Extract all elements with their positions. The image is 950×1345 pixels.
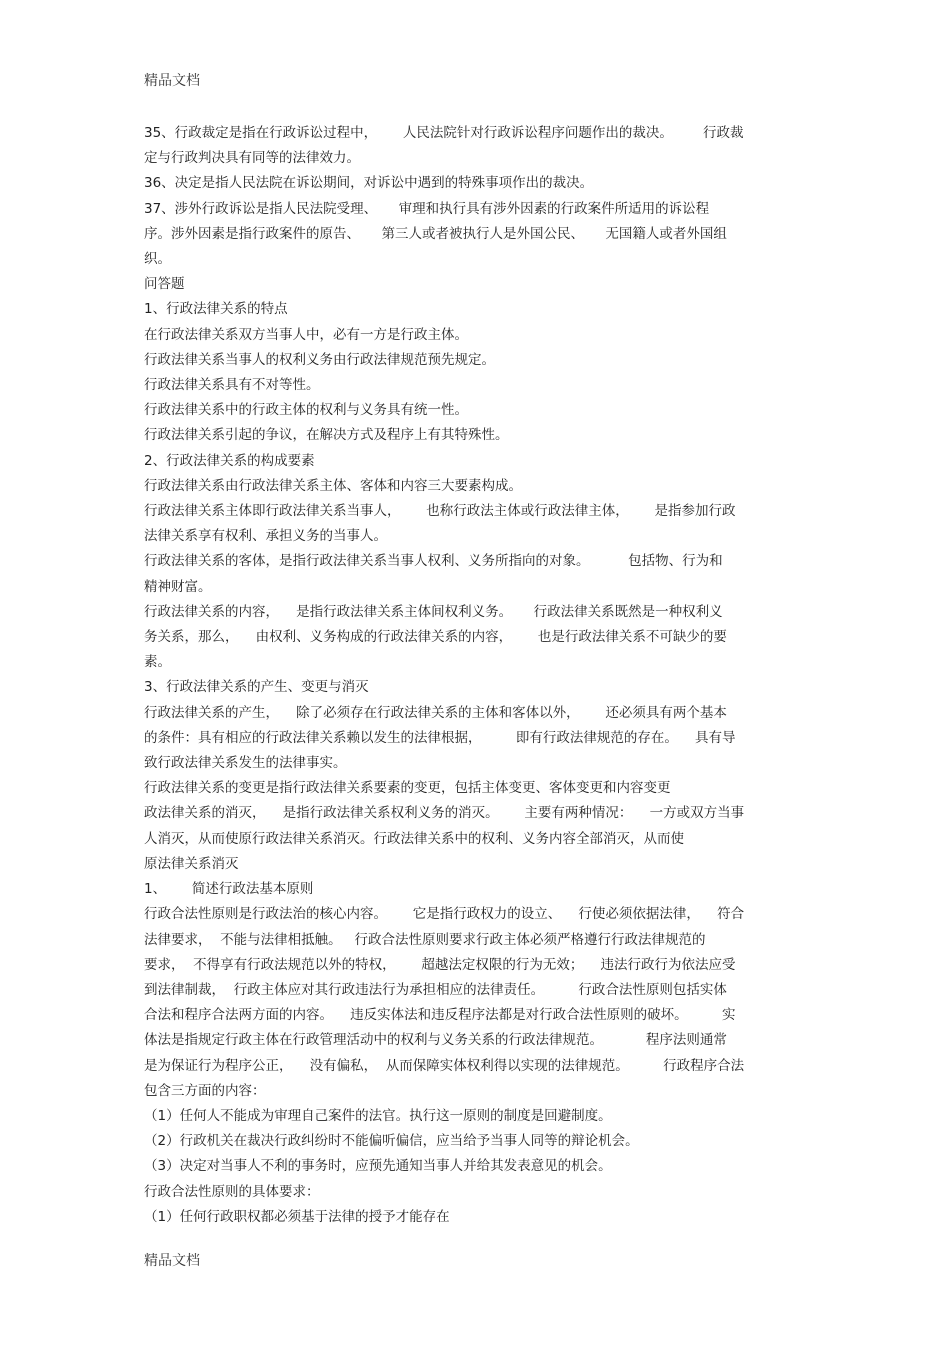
text-line: 体法是指规定行政主体在行政管理活动中的权利与义务关系的行政法律规范。 程序法则通常 (144, 1032, 727, 1049)
text-line: 35、行政裁定是指在行政诉讼过程中， 人民法院针对行政诉讼程序问题作出的裁决。 行政裁 (144, 125, 744, 141)
text-line: 行政法律关系的客体，是指行政法律关系当事人权利、义务所指向的对象。 包括物、行为和 (144, 553, 723, 570)
text-line: 序。涉外因素是指行政案件的原告、 第三人或者被执行人是外国公民、 无国籍人或者外国组 (144, 225, 727, 242)
question-heading: 2、行政法律关系的构成要素 (144, 452, 315, 469)
question-heading: 1、行政法律关系的特点 (144, 301, 288, 318)
text-line: 合法和程序合法两方面的内容。 违反实体法和违反程序法都是对行政合法性原则的破坏。 实 (144, 1007, 736, 1024)
text-line: 行政法律关系具有不对等性。 (144, 377, 320, 394)
text-line: 行政合法性原则的具体要求： (144, 1183, 320, 1200)
text-line: 行政法律关系当事人的权利义务由行政法律规范预先规定。 (144, 351, 495, 368)
page-header-mark: 精品文档 (144, 73, 200, 89)
text-line: 37、涉外行政诉讼是指人民法院受理、 审理和执行具有涉外因素的行政案件所适用的诉讼程 (144, 200, 710, 217)
text-line: 织。 (144, 251, 171, 268)
text-line: 精神财富。 (144, 578, 212, 595)
text-line: 的条件：具有相应的行政法律关系赖以发生的法律根据， 即有行政法律规范的存在。 具有导 (144, 729, 736, 746)
text-line: 到法律制裁， 行政主体应对其行政违法行为承担相应的法律责任。 行政合法性原则包括实体 (144, 981, 727, 998)
document-body (144, 121, 812, 1230)
list-item: （1）任何行政职权都必须基于法律的授予才能存在 (144, 1208, 450, 1225)
text-line: 行政法律关系的内容， 是指行政法律关系主体间权利义务。 行政法律关系既然是一种权利义 (144, 603, 723, 620)
list-item: （1）任何人不能成为审理自己案件的法官。执行这一原则的制度是回避制度。 (144, 1107, 612, 1124)
text-line: 36、决定是指人民法院在诉讼期间，对诉讼中遇到的特殊事项作出的裁决。 (144, 175, 594, 192)
text-line: 政法律关系的消灭， 是指行政法律关系权利义务的消灭。 主要有两种情况： 一方或双方当事 (144, 805, 745, 822)
text-line: 务关系，那么， 由权利、义务构成的行政法律关系的内容， 也是行政法律关系不可缺少的要 (144, 629, 727, 646)
text-line: 是为保证行为程序公正， 没有偏私， 从而保障实体权利得以实现的法律规范。 行政程序合法 (144, 1057, 745, 1074)
text-line: 行政法律关系的变更是指行政法律关系要素的变更，包括主体变更、客体变更和内容变更 (144, 780, 671, 797)
text-line: 法律关系享有权利、承担义务的当事人。 (144, 528, 387, 545)
page-footer-mark: 精品文档 (144, 1253, 200, 1269)
text-line: 定与行政判决具有同等的法律效力。 (144, 150, 360, 167)
section-heading: 问答题 (144, 276, 185, 293)
question-heading: 3、行政法律关系的产生、变更与消灭 (144, 679, 369, 696)
text-line: 行政法律关系中的行政主体的权利与义务具有统一性。 (144, 402, 468, 419)
question-heading: 1、 简述行政法基本原则 (144, 881, 314, 898)
text-line: 原法律关系消灭 (144, 855, 239, 872)
text-line: 行政法律关系引起的争议，在解决方式及程序上有其特殊性。 (144, 427, 509, 444)
text-line: 素。 (144, 654, 171, 671)
text-line: 在行政法律关系双方当事人中，必有一方是行政主体。 (144, 326, 468, 343)
text-line: 人消灭，从而使原行政法律关系消灭。行政法律关系中的权利、义务内容全部消灭，从而使 (144, 830, 684, 847)
text-line: 致行政法律关系发生的法律事实。 (144, 755, 347, 772)
text-line: 行政合法性原则是行政法治的核心内容。 它是指行政权力的设立、 行使必须依据法律， 符合 (144, 906, 745, 923)
text-line: 法律要求， 不能与法律相抵触。 行政合法性原则要求行政主体必须严格遵行行政法律规范的 (144, 931, 706, 948)
list-item: （2）行政机关在裁决行政纠纷时不能偏听偏信，应当给予当事人同等的辩论机会。 (144, 1133, 639, 1150)
text-line: 要求， 不得享有行政法规范以外的特权， 超越法定权限的行为无效； 违法行政行为依法应受 (144, 956, 736, 973)
text-line: 包含三方面的内容： (144, 1082, 266, 1099)
text-line: 行政法律关系的产生， 除了必须存在行政法律关系的主体和客体以外， 还必须具有两个基本 (144, 704, 727, 721)
text-line: 行政法律关系主体即行政法律关系当事人， 也称行政法主体或行政法律主体， 是指参加行政 (144, 503, 736, 520)
list-item: （3）决定对当事人不利的事务时，应预先通知当事人并给其发表意见的机会。 (144, 1158, 612, 1175)
text-line: 行政法律关系由行政法律关系主体、客体和内容三大要素构成。 (144, 477, 522, 494)
